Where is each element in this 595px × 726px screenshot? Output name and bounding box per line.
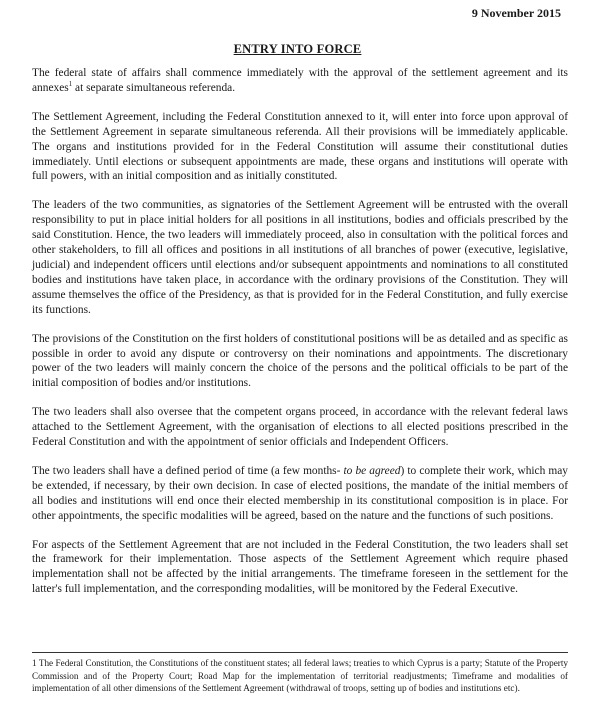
footnote: 1 The Federal Constitution, the Constitutions of the constituent states; all federal laws; treaties to which Cyprus is a party; Statute of the Property Commission and of the Property Court; Road Map for the implementation of territorial readjustments; Timeframe and modalities of implementation of all other dimensions of the Settlement Agreement (withdrawal of troops, setting up of bodies and institutions etc).	[32, 658, 568, 694]
paragraph-6	[32, 464, 568, 524]
paragraph-7: For aspects of the Settlement Agreement that are not included in the Federal Constitution, the two leaders shall set the framework for their implementation. Those aspects of the Settlement Agreement which require phased implementation shall not be affected by the initial arrangements. The timeframe foreseen in the settlement for the latter's full implementation, and the corresponding modalities, will be monitored by the Federal Executive.	[32, 538, 568, 596]
paragraph-3: The leaders of the two communities, as signatories of the Settlement Agreement will be entrusted with the overall responsibility to put in place initial holders for all positions in all institutions, bodies and officials prescribed by the said Constitution. Hence, the two leaders will immediately proceed, also in consultation with the political forces and other stakeholders, to fill all offices and positions in all institutions of all branches of power (executive, legislative, judicial) and independent officers until elections and/or subsequent appointments and nominations to all constituted bodies and institutions have taken place, in accordance with the ordinary provisions of the Constitution. They will assume themselves the office of the Presidency, as that is provided for in the Federal Constitution, and fully exercise its functions.	[32, 199, 568, 316]
paragraph-4: The provisions of the Constitution on the first holders of constitutional positions will be as detailed and as specific as possible in order to avoid any dispute or controversy on their nominations and appointments. The discretionary power of the two leaders will mainly concern the choice of the persons and the political officials to be part of the initial composition of bodies and/or institutions.	[32, 332, 568, 390]
paragraph-2: The Settlement Agreement, including the Federal Constitution annexed to it, will enter into force upon approval of the Settlement Agreement in separate simultaneous referenda. All their provisions will be immediately applicable. The organs and institutions provided for in the Federal Constitution will assume their constitutional duties immediately. Until elections or subsequent appointments are made, these organs and institutions will operate with full powers, with an initial composition and as initially constituted.	[32, 110, 568, 183]
paragraph-1-text: The federal state of affairs shall commence immediately with the approval of the settlement agreement and its annexes	[32, 67, 568, 94]
paragraph-1-tail: at separate simultaneous referenda.	[72, 81, 236, 94]
paragraph-6-text: The two leaders shall have a defined period of time (a few months-	[32, 464, 344, 477]
footnote-divider	[32, 652, 568, 653]
paragraph-1	[32, 66, 568, 96]
document-title: ENTRY INTO FORCE	[233, 42, 362, 56]
paragraph-6-tail: ) to complete their work, which may be extended, if necessary, by their own decision. In case of elected positions, the mandate of the initial members of all bodies and institutions will end once their elected membership in its constitutional composition is in place. For other appointments, the specific modalities will be agreed, based on the nature and the functions of such positions.	[32, 464, 568, 522]
document-date: 9 November 2015	[471, 6, 561, 20]
document-body	[32, 66, 568, 611]
paragraph-6-italic: to be agreed	[343, 464, 401, 477]
footnote-marker: 1	[68, 80, 73, 89]
paragraph-5: The two leaders shall also oversee that the competent organs proceed, in accordance with the relevant federal laws attached to the Settlement Agreement, with the organisation of elections to all elected positions prescribed in the Federal Constitution and with the appointment of senior officials and Independent Officers.	[32, 406, 568, 449]
